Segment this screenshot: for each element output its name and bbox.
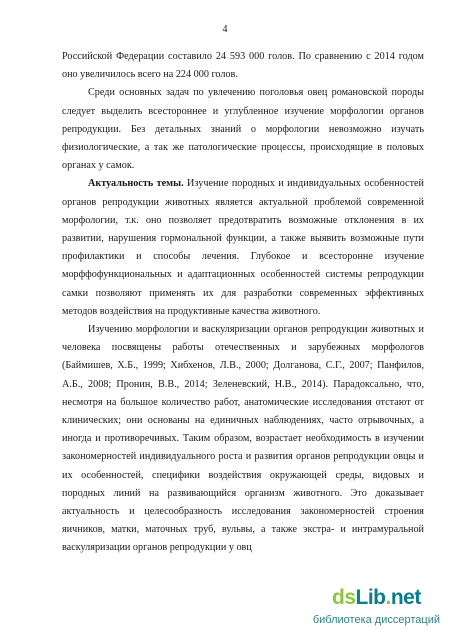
paragraph-2: Среди основных задач по увлечению поголовья овец романовской породы следует выделить всестороннее и углубленное изучение морфологии органов репродукции. Без детальных знаний о морфологии невозможно изучать физиологические, а так же патологические процессы, происходящие в половых органах у самок. xyxy=(62,87,424,172)
paragraph-1: Российской Федерации составило 24 593 000 голов. По сравнению с 2014 годом оно увеличилось всего на 224 000 голов. xyxy=(62,51,424,81)
paragraph-4: Изучению морфологии и васкуляризации органов репродукции животных и человека посвящены работы отечественных и зарубежных морфологов (Баймишев, Х.Б., 1999; Хибхенов, Л.В., 2000; Долганова, С.Г., 2007; Панфилов, А.Б., 2008; Пронин, В.В., 2014; Зеленевский, Н.В., 2014). Парадоксально, что, несмотря на большое количество работ, анатомические исследования отстают от клинических; они основаны на единичных наблюдениях, часто отрывочных, а иногда и противоречивых. Таким образом, возрастает необходимость в изучении закономерностей индивидуального роста и развития органов репродукции овцы и их особенностей, специфики воздействия окружающей среды, видовых и породных линий на развивающийся организм животного. Это доказывает актуальность и целесообразность исследования закономерностей строения яичников, матки, маточных труб, вульвы, а также экстра- и интрамуральной васкуляризации органов репродукции у овц xyxy=(62,324,424,554)
paragraph-3: Актуальность темы. Изучение породных и индивидуальных особенностей органов репродукции животных является актуальной проблемой современной морфологии, т.к. оно позволяет предотвратить возможные отклонения в их развитии, нарушения гормональной функции, а также выявить возможные пути профилактики и способы лечения. Глубокое и всесторонне изучение морффофункциональных и адаптационных особенностей системы репродукции самки позволяют применять их для разработки современных эффективных методов воздействия на продуктивные качества животного. xyxy=(62,178,424,317)
page-number: 4 xyxy=(222,24,228,35)
section-heading-relevance: Актуальность темы. xyxy=(88,178,184,190)
document-body xyxy=(62,48,424,558)
dslib-logo: dsLib.net xyxy=(332,586,421,609)
dslib-watermark[interactable] xyxy=(310,586,440,630)
watermark-subtitle: библиотека диссертаций xyxy=(312,614,440,626)
